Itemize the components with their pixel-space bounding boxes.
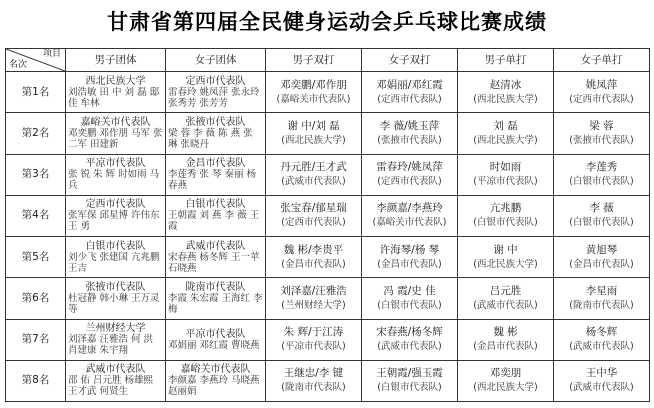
women-doubles-cell [362,72,458,113]
team-unit: 张掖市代表队 [85,281,146,293]
women-singles-cell [554,113,650,154]
team-members: 雷春玲 姚凤萍 张永玲 张秀芳 张芳芳 [168,86,260,109]
rank-cell: 第7名 [6,319,66,360]
men-singles-cell [458,278,554,319]
table-row [6,360,650,401]
men-singles-cell [458,237,554,278]
player-names: 宋春燕/杨冬辉 [376,326,443,339]
team-members: 杜冠静 韩小琳 王万灵 等 [68,292,160,315]
player-unit: (白银市代表队) [377,382,442,394]
player-unit: (张掖市代表队) [569,134,634,146]
women-singles-cell [554,319,650,360]
player-unit: (西北民族大学) [473,258,538,270]
men-team-cell [66,72,166,113]
team-members: 宋春燕 杨冬辉 王一苹 石晓燕 [168,251,260,274]
team-unit: 武威市代表队 [185,240,246,252]
player-unit: (武威市代表队) [473,299,538,311]
team-unit: 嘉峪关市代表队 [180,364,251,376]
player-names: 丹元胜/王才武 [280,161,347,174]
player-unit: (白银市代表队) [377,299,442,311]
team-members: 李莲秀 张 琴 秦丽 杨春燕 [168,169,257,192]
women-doubles-cell [362,195,458,236]
team-members: 邵 佑 吕元胜 杨雄熙 王才武 何贤生 [68,375,154,398]
header-men-singles: 男子单打 [458,49,554,72]
women-singles-cell [554,237,650,278]
player-unit: (西北民族大学) [473,93,538,105]
women-doubles-cell [362,278,458,319]
men-doubles-cell [266,195,362,236]
player-names: 邓奕朋 [489,367,522,380]
team-unit: 平凉市代表队 [185,328,246,340]
header-men-doubles: 男子双打 [266,49,362,72]
team-unit: 陇南市代表队 [185,281,246,293]
player-unit: (兰州财经大学) [281,299,346,311]
player-names: 梁 蓉 [589,119,614,132]
player-names: 李莲秀 [585,161,618,174]
women-doubles-cell [362,113,458,154]
women-singles-cell [554,278,650,319]
team-members: 梁 蓉 李 薇 陈 燕 张 琳 张晓丹 [168,127,253,150]
team-unit: 平凉市代表队 [85,158,146,170]
player-unit: (白银市代表队) [569,176,634,188]
player-unit: (西北民族大学) [281,134,346,146]
men-doubles-cell [266,72,362,113]
women-singles-cell [554,72,650,113]
men-singles-cell [458,319,554,360]
player-names: 邓娟丽/邓红霞 [376,78,443,91]
women-team-cell [166,195,266,236]
rank-cell: 第3名 [6,154,66,195]
table-row [6,319,650,360]
player-unit: (张掖市代表队) [377,134,442,146]
team-members: 张 锐 朱 辉 时如雨 马 兵 [68,169,160,192]
player-unit: (金昌市代表队) [377,258,442,270]
player-names: 姚凤萍 [585,78,618,91]
men-team-cell [66,154,166,195]
team-members: 李颜嘉 李燕玲 马晓燕 赵丽娟 [168,375,260,398]
men-doubles-cell [266,154,362,195]
team-unit: 定西市代表队 [85,199,146,211]
player-names: 朱 辉/于江涛 [283,326,344,339]
player-names: 邓奕鹏/邓作朋 [280,78,347,91]
team-unit: 白银市代表队 [185,199,246,211]
men-doubles-cell [266,278,362,319]
player-names: 时如雨 [489,161,522,174]
player-unit: (金昌市代表队) [569,258,634,270]
player-names: 谢 中 [493,243,518,256]
player-unit: (平凉市代表队) [473,176,538,188]
table-row [6,237,650,278]
women-team-cell [166,278,266,319]
men-singles-cell [458,72,554,113]
rank-cell: 第4名 [6,195,66,236]
player-names: 王朝霞/强玉霞 [376,367,443,380]
player-unit: (定西市代表队) [281,217,346,229]
player-unit: (武威市代表队) [569,341,634,353]
team-members: 张军保 邱星博 许伟东 王 勇 [68,210,160,233]
table-row [6,72,650,113]
men-singles-cell [458,195,554,236]
team-unit: 西北民族大学 [85,75,146,87]
women-doubles-cell [362,237,458,278]
team-members: 邓娟丽 邓红霞 曹晓燕 [168,339,260,351]
player-names: 许海琴/杨 琴 [379,243,440,256]
rank-cell: 第2名 [6,113,66,154]
player-names: 李星雨 [585,284,618,297]
player-names: 赵清冰 [489,78,522,91]
men-doubles-cell [266,237,362,278]
player-names: 谢 中/刘 磊 [287,119,340,132]
team-unit: 金昌市代表队 [185,158,246,170]
player-unit: (定西市代表队) [377,93,442,105]
men-doubles-cell [266,113,362,154]
table-row [6,195,650,236]
player-names: 黄旭琴 [585,243,618,256]
men-team-cell [66,319,166,360]
player-names: 李颜嘉/李燕玲 [376,202,443,215]
team-unit: 武威市代表队 [85,364,146,376]
player-unit: (西北民族大学) [473,134,538,146]
player-unit: (平凉市代表队) [281,341,346,353]
team-unit: 定西市代表队 [185,75,246,87]
women-doubles-cell [362,360,458,401]
player-unit: (武威市代表队) [569,382,634,394]
player-names: 亢兆鹏 [489,202,522,215]
table-row [6,113,650,154]
player-unit: (嘉峪关市代表队) [372,217,447,229]
men-singles-cell [458,113,554,154]
player-names: 杨冬辉 [585,326,618,339]
men-singles-cell [458,154,554,195]
player-names: 李 薇 [589,202,614,215]
player-unit: (嘉峪关市代表队) [276,93,351,105]
men-doubles-cell [266,360,362,401]
header-row [6,49,650,72]
player-unit: (武威市代表队) [281,176,346,188]
team-members: 刘泽嘉 汪雅浩 何 洪 肖建康 朱宇翔 [68,334,154,357]
player-unit: (西北民族大学) [473,382,538,394]
men-team-cell [66,360,166,401]
player-unit: (陇南市代表队) [281,382,346,394]
women-team-cell [166,154,266,195]
rank-cell: 第6名 [6,278,66,319]
header-women-singles: 女子单打 [554,49,650,72]
women-team-cell [166,72,266,113]
player-names: 雷春玲/姚凤萍 [376,161,443,174]
women-singles-cell [554,154,650,195]
team-unit: 嘉峪关市代表队 [80,116,151,128]
team-members: 刘少飞 张建国 亢兆鹏 王吉 [68,251,160,274]
player-names: 李 薇/姚玉萍 [379,119,440,132]
player-names: 张宝春/郁星瑞 [280,202,347,215]
team-members: 李霞 朱宏霞 王海红 李 梅 [168,292,263,315]
header-men-team: 男子团体 [66,49,166,72]
table-row [6,154,650,195]
player-names: 魏 彬 [493,326,518,339]
women-doubles-cell [362,319,458,360]
men-team-cell [66,237,166,278]
men-team-cell [66,278,166,319]
corner-cell [6,49,66,72]
player-names: 冯 霞/史 佳 [383,284,436,297]
player-names: 魏 彬/李贵平 [283,243,344,256]
corner-bottom-label: 名次 [9,60,28,70]
player-unit: (武威市代表队) [377,341,442,353]
player-names: 王继忠/李 键 [283,367,344,380]
header-women-team: 女子团体 [166,49,266,72]
player-unit: (定西市代表队) [377,176,442,188]
player-unit: (金昌市代表队) [281,258,346,270]
rank-cell: 第1名 [6,72,66,113]
player-unit: (白银市代表队) [569,217,634,229]
rank-cell: 第5名 [6,237,66,278]
women-team-cell [166,319,266,360]
team-members: 王朝霞 刘 燕 李 薇 王 霞 [168,210,260,233]
results-table [5,48,650,402]
women-team-cell [166,237,266,278]
corner-top-label: 项目 [42,49,61,59]
table-row [6,278,650,319]
player-names: 刘 磊 [493,119,518,132]
team-unit: 兰州财经大学 [85,323,146,335]
team-unit: 白银市代表队 [85,240,146,252]
player-unit: (白银市代表队) [473,217,538,229]
women-doubles-cell [362,154,458,195]
men-team-cell [66,195,166,236]
player-unit: (陇南市代表队) [569,299,634,311]
men-doubles-cell [266,319,362,360]
page-title: 甘肃省第四届全民健身运动会乒乓球比赛成绩 [107,9,547,34]
team-unit: 张掖市代表队 [185,116,246,128]
team-members: 邓奕鹏 邓作朋 马军 张二军 田建新 [68,127,163,150]
women-singles-cell [554,360,650,401]
player-names: 刘泽嘉/汪雅浩 [280,284,347,297]
player-unit: (金昌市代表队) [473,341,538,353]
header-women-doubles: 女子双打 [362,49,458,72]
women-team-cell [166,113,266,154]
women-singles-cell [554,195,650,236]
men-team-cell [66,113,166,154]
player-unit: (定西市代表队) [569,93,634,105]
team-members: 刘浩敏 田 中 刘 磊 邸 佳 牟林 [68,86,160,109]
rank-cell: 第8名 [6,360,66,401]
women-team-cell [166,360,266,401]
men-singles-cell [458,360,554,401]
player-names: 王中华 [585,367,618,380]
player-names: 吕元胜 [489,284,522,297]
